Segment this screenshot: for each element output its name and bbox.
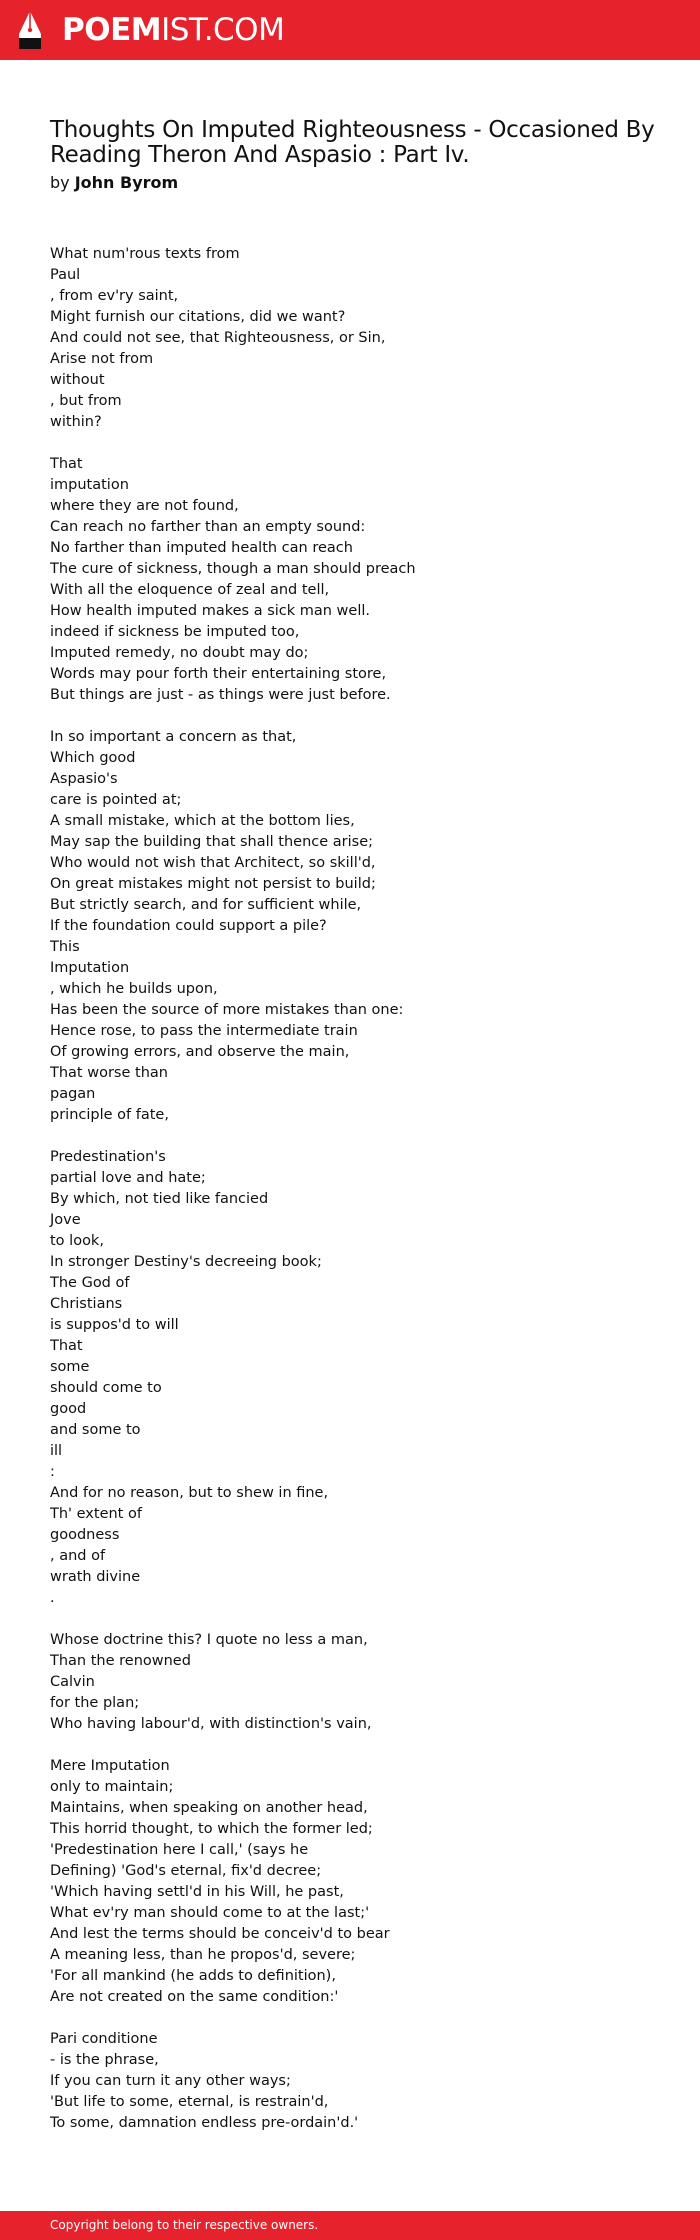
site-logo[interactable] bbox=[62, 12, 284, 48]
poem-line: In so important a concern as that, bbox=[50, 729, 297, 745]
site-header bbox=[0, 0, 700, 60]
poem-line: This horrid thought, to which the former led; bbox=[50, 1821, 373, 1837]
poem-line: Arise not from bbox=[50, 351, 154, 367]
poem-line: partial love and hate; bbox=[50, 1170, 206, 1186]
byline bbox=[50, 173, 178, 193]
poem-line: Paul bbox=[50, 267, 81, 283]
poem-title: Thoughts On Imputed Righteousness - Occasioned By Reading Theron And Aspasio : Part Iv. bbox=[50, 117, 655, 168]
poem-line: 'Predestination here I call,' (says he bbox=[50, 1842, 309, 1858]
poem-line: How health imputed makes a sick man well. bbox=[50, 603, 371, 619]
poem-line: But things are just - as things were just before. bbox=[50, 687, 391, 703]
poem-line: That bbox=[50, 1338, 83, 1354]
poem-line: only to maintain; bbox=[50, 1779, 174, 1795]
site-footer bbox=[0, 2211, 700, 2240]
poem-line: Imputed remedy, no doubt may do; bbox=[50, 645, 309, 661]
poem-line: Of growing errors, and observe the main, bbox=[50, 1044, 350, 1060]
poem-line: But strictly search, and for sufficient while, bbox=[50, 897, 362, 913]
logo-bold-text: POEM bbox=[62, 12, 162, 48]
stanza-break bbox=[50, 1126, 670, 1147]
poem-line: principle of fate, bbox=[50, 1107, 169, 1123]
poem-line: goodness bbox=[50, 1527, 120, 1543]
poem-line: , from ev'ry saint, bbox=[50, 288, 179, 304]
poem-line: should come to bbox=[50, 1380, 162, 1396]
poem-line: Pari conditione bbox=[50, 2031, 158, 2047]
poem-line: and some to bbox=[50, 1422, 141, 1438]
poem-line: With all the eloquence of zeal and tell, bbox=[50, 582, 330, 598]
poem-line: for the plan; bbox=[50, 1695, 140, 1711]
poem-line: Predestination's bbox=[50, 1149, 166, 1165]
poem-line: If you can turn it any other ways; bbox=[50, 2073, 291, 2089]
poem-line: Words may pour forth their entertaining store, bbox=[50, 666, 387, 682]
poem-line: That bbox=[50, 456, 83, 472]
poem-line: By which, not tied like fancied bbox=[50, 1191, 269, 1207]
poem-line: within? bbox=[50, 414, 102, 430]
pen-nib-icon[interactable] bbox=[17, 10, 43, 50]
stanza-break bbox=[50, 433, 670, 454]
poem-line: 'But life to some, eternal, is restrain'd, bbox=[50, 2094, 329, 2110]
poem-line: 'For all mankind (he adds to definition), bbox=[50, 1968, 336, 1984]
poem-line: Who would not wish that Architect, so skill'd, bbox=[50, 855, 376, 871]
poem-line: Than the renowned bbox=[50, 1653, 191, 1669]
poem-line: That worse than bbox=[50, 1065, 168, 1081]
poem-line: Christians bbox=[50, 1296, 123, 1312]
poem-line: indeed if sickness be imputed too, bbox=[50, 624, 300, 640]
poem-line: Calvin bbox=[50, 1674, 95, 1690]
poem-line: , but from bbox=[50, 393, 122, 409]
poem-line: This bbox=[50, 939, 80, 955]
stanza-break bbox=[50, 706, 670, 727]
poem-line: without bbox=[50, 372, 105, 388]
poem-line: No farther than imputed health can reach bbox=[50, 540, 353, 556]
poem-line: Hence rose, to pass the intermediate train bbox=[50, 1023, 358, 1039]
poem-line: is suppos'd to will bbox=[50, 1317, 179, 1333]
poem-line: good bbox=[50, 1401, 87, 1417]
poem-line: Has been the source of more mistakes than one: bbox=[50, 1002, 404, 1018]
poem-line: On great mistakes might not persist to build; bbox=[50, 876, 376, 892]
poem-line: to look, bbox=[50, 1233, 104, 1249]
poem-line: imputation bbox=[50, 477, 129, 493]
poem-line: Th' extent of bbox=[50, 1506, 142, 1522]
poem-line: Maintains, when speaking on another head, bbox=[50, 1800, 368, 1816]
poem-line: : bbox=[50, 1464, 55, 1480]
poem-line: To some, damnation endless pre-ordain'd.' bbox=[50, 2115, 359, 2131]
poem-body bbox=[50, 244, 670, 2134]
logo-thin-text: IST.COM bbox=[161, 12, 285, 48]
poem-line: The God of bbox=[50, 1275, 130, 1291]
poem-line: , and of bbox=[50, 1548, 106, 1564]
poem-line: The cure of sickness, though a man should preach bbox=[50, 561, 416, 577]
poem-line: where they are not found, bbox=[50, 498, 239, 514]
poem-line: - is the phrase, bbox=[50, 2052, 159, 2068]
poem-line: Are not created on the same condition:' bbox=[50, 1989, 339, 2005]
poem-line: What num'rous texts from bbox=[50, 246, 240, 262]
poem-line: May sap the building that shall thence arise; bbox=[50, 834, 374, 850]
poem-line: Might furnish our citations, did we want? bbox=[50, 309, 346, 325]
poem-line: In stronger Destiny's decreeing book; bbox=[50, 1254, 322, 1270]
author-link[interactable]: John Byrom bbox=[74, 173, 179, 192]
poem-line: Imputation bbox=[50, 960, 130, 976]
poem-line: . bbox=[50, 1590, 55, 1606]
poem-line: Jove bbox=[50, 1212, 81, 1228]
stanza-break bbox=[50, 2008, 670, 2029]
poem-line: A meaning less, than he propos'd, severe; bbox=[50, 1947, 356, 1963]
poem-line: And could not see, that Righteousness, or Sin, bbox=[50, 330, 386, 346]
stanza-break bbox=[50, 1609, 670, 1630]
poem-line: some bbox=[50, 1359, 90, 1375]
by-label: by bbox=[50, 173, 70, 192]
poem-line: Which good bbox=[50, 750, 136, 766]
poem-line: A small mistake, which at the bottom lies, bbox=[50, 813, 355, 829]
poem-line: What ev'ry man should come to at the last;' bbox=[50, 1905, 370, 1921]
poem-line: Who having labour'd, with distinction's vain, bbox=[50, 1716, 372, 1732]
poem-line: Defining) 'God's eternal, fix'd decree; bbox=[50, 1863, 322, 1879]
stanza-break bbox=[50, 1735, 670, 1756]
poem-line: And for no reason, but to shew in fine, bbox=[50, 1485, 329, 1501]
poem-line: Whose doctrine this? I quote no less a man, bbox=[50, 1632, 368, 1648]
poem-line: 'Which having settl'd in his Will, he past, bbox=[50, 1884, 344, 1900]
poem-line: Can reach no farther than an empty sound: bbox=[50, 519, 366, 535]
poem-line: ill bbox=[50, 1443, 63, 1459]
poem-line: pagan bbox=[50, 1086, 96, 1102]
poem-line: care is pointed at; bbox=[50, 792, 182, 808]
poem-line: wrath divine bbox=[50, 1569, 141, 1585]
poem-line: Mere Imputation bbox=[50, 1758, 170, 1774]
copyright-text: Copyright belong to their respective owners. bbox=[50, 2218, 319, 2232]
poem-line: Aspasio's bbox=[50, 771, 118, 787]
poem-line: , which he builds upon, bbox=[50, 981, 218, 997]
poem-line: If the foundation could support a pile? bbox=[50, 918, 327, 934]
poem-line: And lest the terms should be conceiv'd to bear bbox=[50, 1926, 390, 1942]
